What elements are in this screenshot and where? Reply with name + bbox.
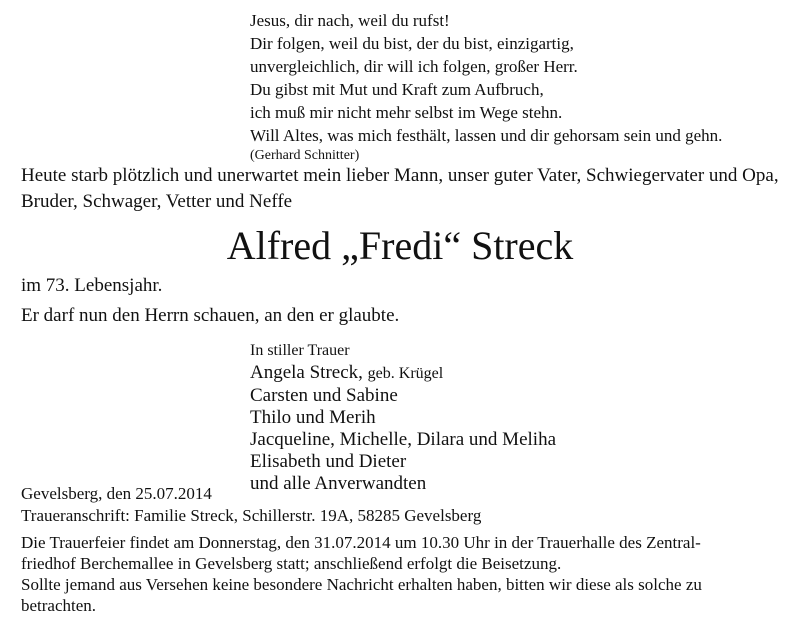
mourner-line: Elisabeth und Dieter	[250, 451, 407, 472]
poem-line: Jesus, dir nach, weil du rufst!	[250, 11, 450, 30]
mourner-line	[250, 362, 556, 385]
funeral-notice	[21, 532, 781, 616]
notice-line: Sollte jemand aus Versehen keine besondere Nachricht erhalten haben, bitten wir diese als solche zu	[21, 575, 702, 594]
poem-line: ich muß mir nicht mehr selbst im Wege stehn.	[250, 103, 563, 122]
death-announcement-intro: Heute starb plötzlich und unerwartet mein lieber Mann, unser guter Vater, Schwiegervater und Opa, Bruder, Schwager, Vetter und Neffe	[21, 165, 779, 212]
poem-line: Will Altes, was mich festhält, lassen und dir gehorsam sein und gehn.	[250, 126, 723, 145]
mourner-line: Jacqueline, Michelle, Dilara und Meliha	[250, 429, 557, 450]
poem	[250, 9, 722, 165]
notice-line: Die Trauerfeier findet am Donnerstag, den 31.07.2014 um 10.30 Uhr in der Trauerhalle des Zentral-	[21, 533, 701, 552]
mourner-name: Angela Streck,	[250, 362, 363, 383]
faith-text: Er darf nun den Herrn schauen, an den er glaubte.	[21, 305, 400, 326]
notice-line: friedhof Berchemallee in Gevelsberg statt; anschließend erfolgt die Beisetzung.	[21, 554, 562, 573]
mourner-line: und alle Anverwandten	[250, 473, 427, 494]
place-date: Gevelsberg, den 25.07.2014	[21, 484, 212, 503]
poem-line: Du gibst mit Mut und Kraft zum Aufbruch,	[250, 80, 544, 99]
maiden-name: geb. Krügel	[367, 365, 444, 382]
mourners-list	[250, 340, 556, 495]
poem-line: Dir folgen, weil du bist, der du bist, einzigartig,	[250, 34, 574, 53]
mourning-address: Traueranschrift: Familie Streck, Schillerstr. 19A, 58285 Gevelsberg	[21, 506, 482, 525]
mourning-heading: In stiller Trauer	[250, 342, 350, 359]
deceased-name: Alfred „Fredi“ Streck	[226, 223, 574, 268]
mourner-line: Thilo und Merih	[250, 407, 376, 428]
poem-author: (Gerhard Schnitter)	[250, 148, 360, 163]
age-text: im 73. Lebensjahr.	[21, 275, 163, 296]
notice-line: betrachten.	[21, 596, 97, 615]
mourner-line: Carsten und Sabine	[250, 385, 398, 406]
poem-line: unvergleichlich, dir will ich folgen, großer Herr.	[250, 57, 578, 76]
